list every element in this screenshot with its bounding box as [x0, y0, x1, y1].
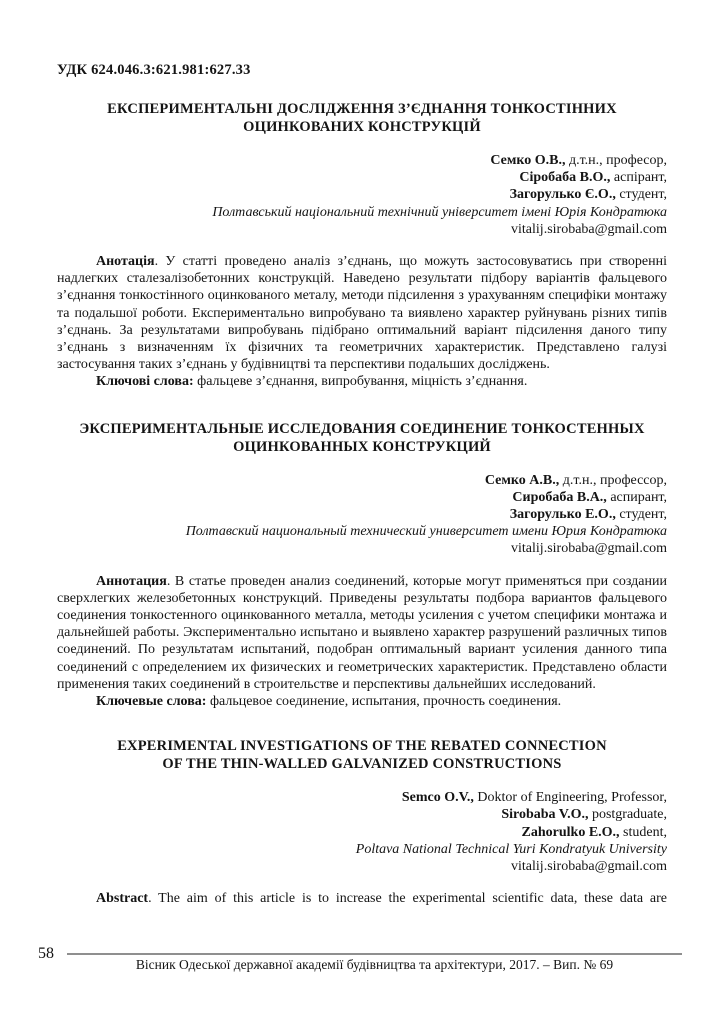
author-line	[57, 472, 667, 489]
author-line	[57, 186, 667, 203]
author-role: студент,	[615, 507, 667, 523]
article-title-uk-line2: ОЦИНКОВАНИХ КОНСТРУКЦІЙ	[243, 119, 481, 135]
abstract-label-en: Abstract	[96, 891, 149, 907]
abstract-text-ru: . В статье проведен анализ соединений, которые могут применяться при создании сверхлегких железобетонных конструкций. Приведены результаты подбора вариантов фальцевого соединения тонкостенного оцинкованного металла, методы усиления с учетом специфики монтажа и дальнейшей работы. Экспериментально испытано и выявлено характер разрушений различных типов соединений. По результатам испытаний, подобран оптимальный вариант усиления данного типа соединений с определением их физических и геометрических характеристик. Представлено области применения таких соединений в строительстве и перспективы дальнейших исследований.	[57, 573, 667, 692]
abstract-text-en: . The aim of this article is to increase the experimental scientific data, these data are	[148, 891, 667, 907]
keywords-ru	[57, 693, 667, 710]
author-name: Semco O.V.,	[401, 790, 474, 806]
author-role: д.т.н., профессор,	[559, 472, 667, 488]
footer-rule	[67, 953, 682, 955]
author-name: Сіробаба В.О.,	[519, 170, 611, 186]
keywords-text-ru: фальцевое соединение, испытания, прочность соединения.	[206, 694, 562, 710]
author-line	[57, 789, 667, 806]
author-role: аспірант,	[610, 170, 667, 186]
abstract-label-uk: Анотація	[96, 254, 155, 270]
author-line	[57, 169, 667, 186]
keywords-text-uk: фальцеве з’єднання, випробування, міцність з’єднання.	[193, 374, 528, 390]
author-name: Загорулько Е.О.,	[509, 507, 616, 523]
article-title-ru-line2: ОЦИНКОВАННЫХ КОНСТРУКЦИЙ	[233, 438, 491, 455]
article-title-ru-line1: ЭКСПЕРИМЕНТАЛЬНЫЕ ИССЛЕДОВАНИЯ СОЕДИНЕНИЕ ТОНКОСТЕННЫХ	[79, 420, 645, 437]
author-name: Sirobaba V.O.,	[501, 807, 589, 823]
email-uk: vitalij.sirobaba@gmail.com	[511, 221, 667, 237]
abstract-text-uk: . У статті проведено аналіз з’єднань, що можуть застосовуватись при створенні надлегких сталезалізобетонних конструкцій. Наведено результати підбору варіантів фальцевого з’єднання тонкостінного оцинкованого металу, методи підсилення з урахуванням специфіки монтажу та подальшої роботи. Експериментально випробувано та виявлено характер руйнувань різних типів з’єднань. За результатами випробувань підібрано оптимальний варіант підсилення даного типу з’єднань з визначенням їх фізичних та геометричних характеристик. Представлено галузі застосування таких з’єднань у будівництві та перспективи подальших досліджень.	[57, 254, 667, 373]
author-name: Семко А.В.,	[484, 472, 560, 488]
article-title-en-line2: OF THE THIN-WALLED GALVANIZED CONSTRUCTIONS	[162, 756, 562, 773]
author-name: Семко О.В.,	[490, 153, 566, 168]
author-role: postgraduate,	[588, 807, 667, 823]
author-name: Zahorulko E.O.,	[521, 824, 620, 840]
author-role: Doktor of Engineering, Professor,	[473, 790, 667, 806]
authors-block-ru	[57, 472, 667, 558]
keywords-uk	[57, 373, 667, 390]
article-title-ru	[57, 420, 667, 456]
author-name: Сиробаба В.А.,	[512, 489, 607, 505]
abstract-uk	[57, 253, 667, 373]
author-line	[57, 506, 667, 523]
keywords-label-ru: Ключевые слова:	[96, 694, 207, 710]
abstract-label-ru: Аннотация	[96, 573, 167, 589]
author-line	[57, 824, 667, 841]
author-line	[57, 152, 667, 169]
author-line	[57, 489, 667, 506]
affiliation-ru: Полтавский национальный технический университет имени Юрия Кондратюка	[185, 524, 667, 540]
abstract-en	[57, 890, 667, 907]
article-title-en	[57, 737, 667, 773]
author-role: студент,	[615, 187, 667, 203]
udc-code: УДК 624.046.3:621.981:627.33	[57, 62, 251, 78]
author-line	[57, 806, 667, 823]
author-role: аспирант,	[606, 489, 667, 505]
page-footer	[38, 944, 682, 973]
footer-main	[67, 944, 682, 973]
keywords-label-uk: Ключові слова:	[96, 374, 194, 390]
author-role: д.т.н., професор,	[565, 153, 667, 168]
article-title-en-line1: EXPERIMENTAL INVESTIGATIONS OF THE REBATED CONNECTION	[117, 738, 607, 755]
abstract-ru	[57, 573, 667, 693]
authors-block-en	[57, 789, 667, 875]
affiliation-uk: Полтавський національний технічний університет імені Юрія Кондратюка	[212, 204, 667, 220]
author-role: student,	[619, 824, 667, 840]
email-ru: vitalij.sirobaba@gmail.com	[511, 541, 667, 557]
email-en: vitalij.sirobaba@gmail.com	[511, 859, 667, 875]
article-title-uk-line1: ЕКСПЕРИМЕНТАЛЬНІ ДОСЛІДЖЕННЯ З’ЄДНАННЯ ТОНКОСТІННИХ	[107, 101, 617, 117]
journal-title: Вісник Одеської державної академії будівництва та архітектури, 2017. – Вип. № 69	[135, 957, 614, 972]
author-name: Загорулько Є.О.,	[509, 187, 616, 203]
authors-block-uk	[57, 152, 667, 238]
affiliation-en: Poltava National Technical Yuri Kondratyuk University	[355, 841, 667, 857]
article-title-uk	[57, 100, 667, 136]
page-number: 58	[38, 945, 54, 962]
